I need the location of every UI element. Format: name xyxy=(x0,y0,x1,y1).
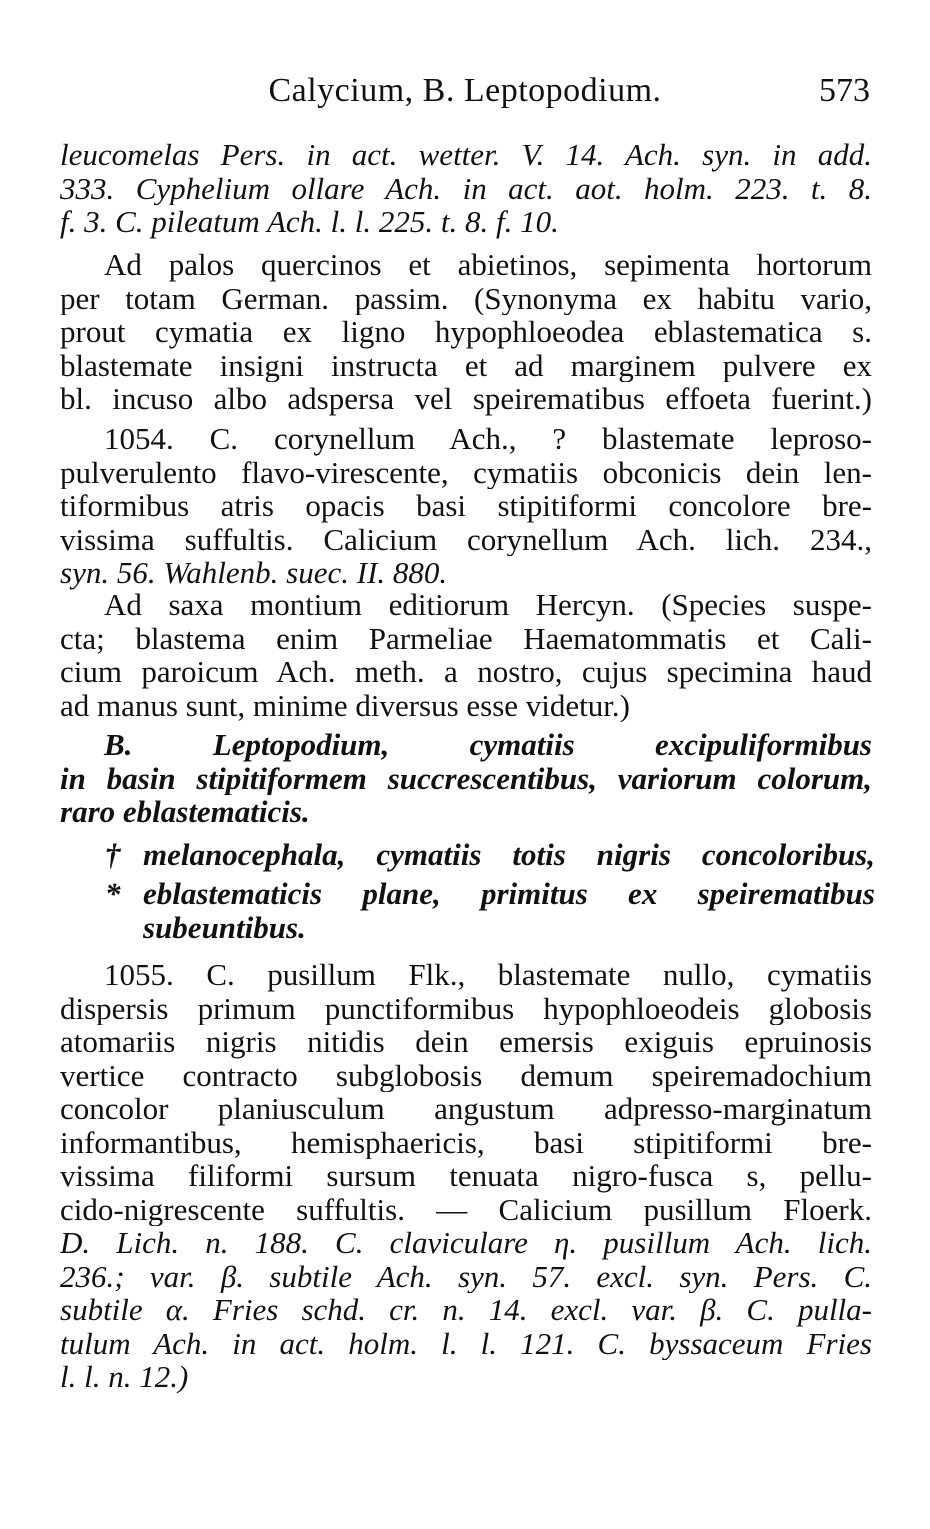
synonymy-continuation xyxy=(60,138,872,239)
text-line: raro eblastematicis. xyxy=(60,795,310,829)
text-line: subtile α. Fries schd. cr. n. 14. excl. var. β. C. pulla- xyxy=(60,1293,872,1327)
text-line: 236.; var. β. subtile Ach. syn. 57. excl. syn. Pers. C. xyxy=(60,1259,872,1293)
subgroup-eblastematicis xyxy=(105,877,875,944)
subgroup-melanocephala xyxy=(105,838,875,872)
text-line: Ad palos quercinos et abietinos, sepimenta hortorum xyxy=(104,248,872,282)
text-line: vissima suffultis. Calicium corynellum Ach. lich. 234., xyxy=(60,522,872,556)
text-line: vertice contracto subglobosis demum speiremadochium xyxy=(60,1058,872,1092)
subgroup-heading: melanocephala, cymatiis totis nigris concoloribus, xyxy=(143,838,875,872)
text-line: D. Lich. n. 188. C. claviculare η. pusillum Ach. lich. xyxy=(60,1226,872,1260)
text-line: 1055. C. pusillum Flk., blastemate nullo, cymatiis xyxy=(104,958,872,992)
species-1054-entry xyxy=(60,422,872,590)
text-line: Ad saxa montium editiorum Hercyn. (Species suspe- xyxy=(104,588,872,622)
text-line: pulverulento flavo-virescente, cymatiis obconicis dein len- xyxy=(60,455,872,489)
species-1055-entry xyxy=(60,958,872,1394)
page-header xyxy=(60,72,870,120)
subgroup-heading: eblastematicis plane, primitus ex speirematibus xyxy=(143,877,875,911)
text-line: cido-nigrescente suffultis. — Calicium pusillum Floerk. xyxy=(60,1192,872,1226)
asterisk-mark: * xyxy=(105,877,121,911)
text-line: informantibus, hemisphaericis, basi stipitiformi bre- xyxy=(60,1125,872,1159)
text-line xyxy=(105,838,875,872)
text-line: tiformibus atris opacis basi stipitiformi concolore bre- xyxy=(60,489,872,523)
text-line: l. l. n. 12.) xyxy=(60,1360,189,1394)
text-line: per totam German. passim. (Synonyma ex habitu vario, xyxy=(60,281,872,315)
text-line: cta; blastema enim Parmeliae Haematommatis et Cali- xyxy=(60,621,872,655)
text-line: atomariis nigris nitidis dein emersis exiguis epruinosis xyxy=(60,1025,872,1059)
text-line: prout cymatia ex ligno hypophloeodea eblastematica s. xyxy=(60,315,872,349)
species-1054-notes xyxy=(60,588,872,722)
text-line xyxy=(105,877,875,911)
text-line: f. 3. C. pileatum Ach. l. l. 225. t. 8. f. 10. xyxy=(60,205,559,239)
text-line: vissima filiformi sursum tenuata nigro-fusca s, pellu- xyxy=(60,1159,872,1193)
text-line: in basin stipitiformem succrescentibus, variorum colorum, xyxy=(60,761,872,795)
habitat-paragraph xyxy=(60,248,872,416)
text-line: bl. incuso albo adspersa vel speirematibus effoeta fuerint.) xyxy=(60,382,872,416)
text-line: blastemate insigni instructa et ad marginem pulvere ex xyxy=(60,348,872,382)
text-line: dispersis primum punctiformibus hypophloeodeis globosis xyxy=(60,991,872,1025)
running-title: Calycium, B. Leptopodium. xyxy=(268,72,662,109)
section-b-leptopodium xyxy=(60,728,872,829)
text-line: B. Leptopodium, cymatiis excipuliformibus xyxy=(104,728,872,762)
text-line: 1054. C. corynellum Ach., ? blastemate leproso- xyxy=(104,422,872,456)
text-line: concolor planiusculum angustum adpresso-marginatum xyxy=(60,1092,872,1126)
text-line: tulum Ach. in act. holm. l. l. 121. C. byssaceum Fries xyxy=(60,1326,872,1360)
text-line: leucomelas Pers. in act. wetter. V. 14. Ach. syn. in add. xyxy=(60,138,872,172)
page-number: 573 xyxy=(819,72,870,109)
text-line: 333. Cyphelium ollare Ach. in act. aot. holm. 223. t. 8. xyxy=(60,171,872,205)
text-line: cium paroicum Ach. meth. a nostro, cujus specimina haud xyxy=(60,655,872,689)
text-line: subeuntibus. xyxy=(143,910,306,944)
text-line: ad manus sunt, minime diversus esse videtur.) xyxy=(60,688,630,722)
text-line: syn. 56. Wahlenb. suec. II. 880. xyxy=(60,556,448,590)
dagger-mark: † xyxy=(105,838,121,872)
